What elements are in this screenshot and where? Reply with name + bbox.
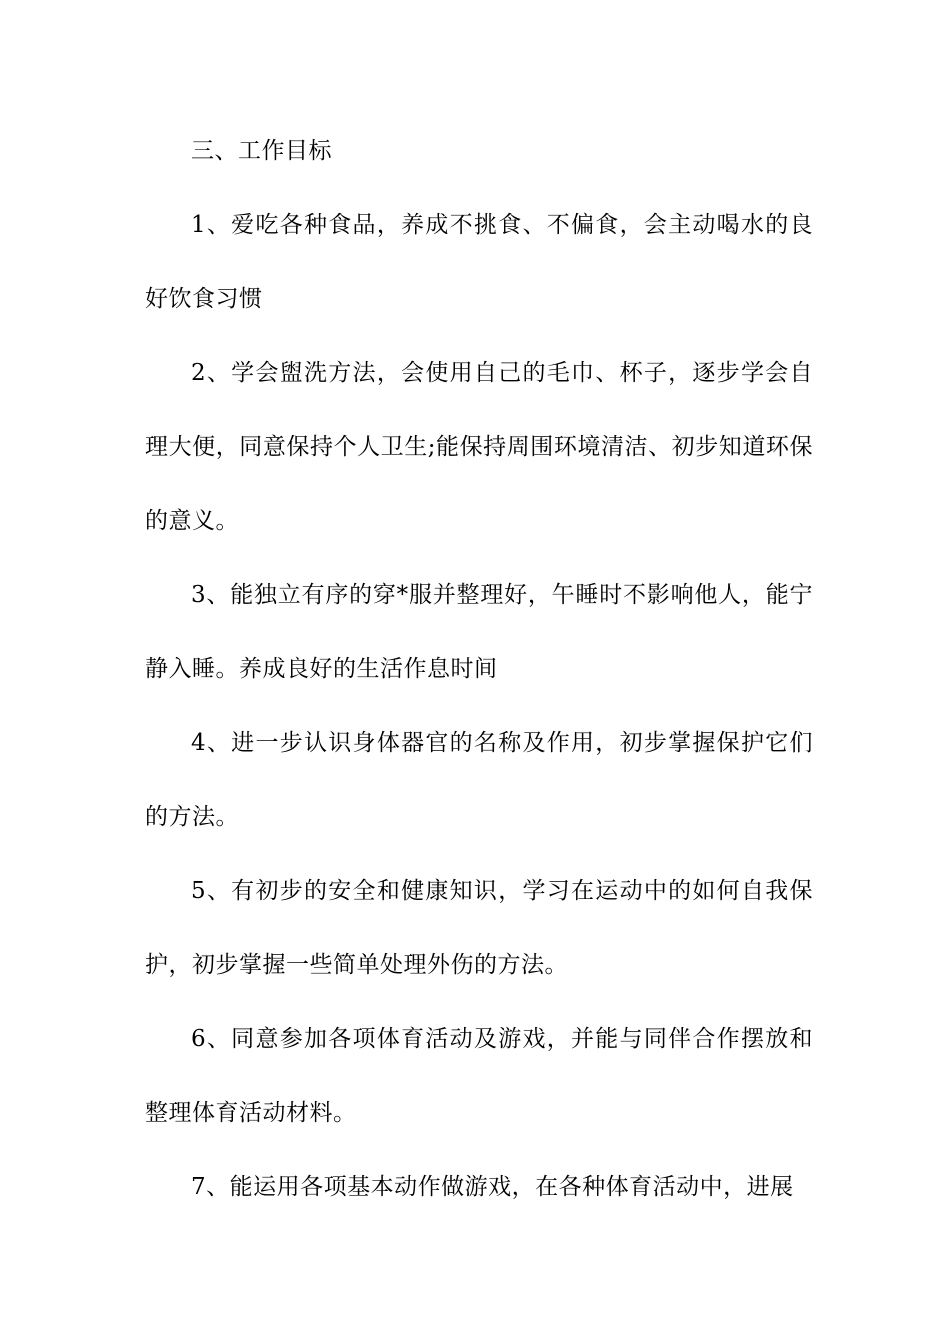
- section-heading: 三、工作目标: [191, 138, 332, 164]
- goal-paragraph-4: 4、进一步认识身体器官的名称及作用，初步掌握保护它们的方法。: [145, 730, 813, 830]
- goal-paragraph-6: 6、同意参加各项体育活动及游戏，并能与同伴合作摆放和整理体育活动材料。: [145, 1026, 813, 1126]
- goal-paragraph-3: 3、能独立有序的穿*服并整理好，午睡时不影响他人，能宁静入睡。养成良好的生活作息时间: [145, 582, 813, 682]
- goal-paragraph-5: 5、有初步的安全和健康知识，学习在运动中的如何自我保护，初步掌握一些简单处理外伤的方法。: [145, 878, 813, 978]
- goal-paragraph-7: 7、能运用各项基本动作做游戏，在各种体育活动中，进展: [191, 1174, 794, 1200]
- goal-paragraph-2: 2、学会盥洗方法，会使用自己的毛巾、杯子，逐步学会自理大便，同意保持个人卫生;能保持周围环境清洁、初步知道环保的意义。: [145, 360, 813, 534]
- goal-paragraph-1: 1、爱吃各种食品，养成不挑食、不偏食，会主动喝水的良好饮食习惯: [145, 212, 813, 312]
- document-body: [145, 114, 813, 1224]
